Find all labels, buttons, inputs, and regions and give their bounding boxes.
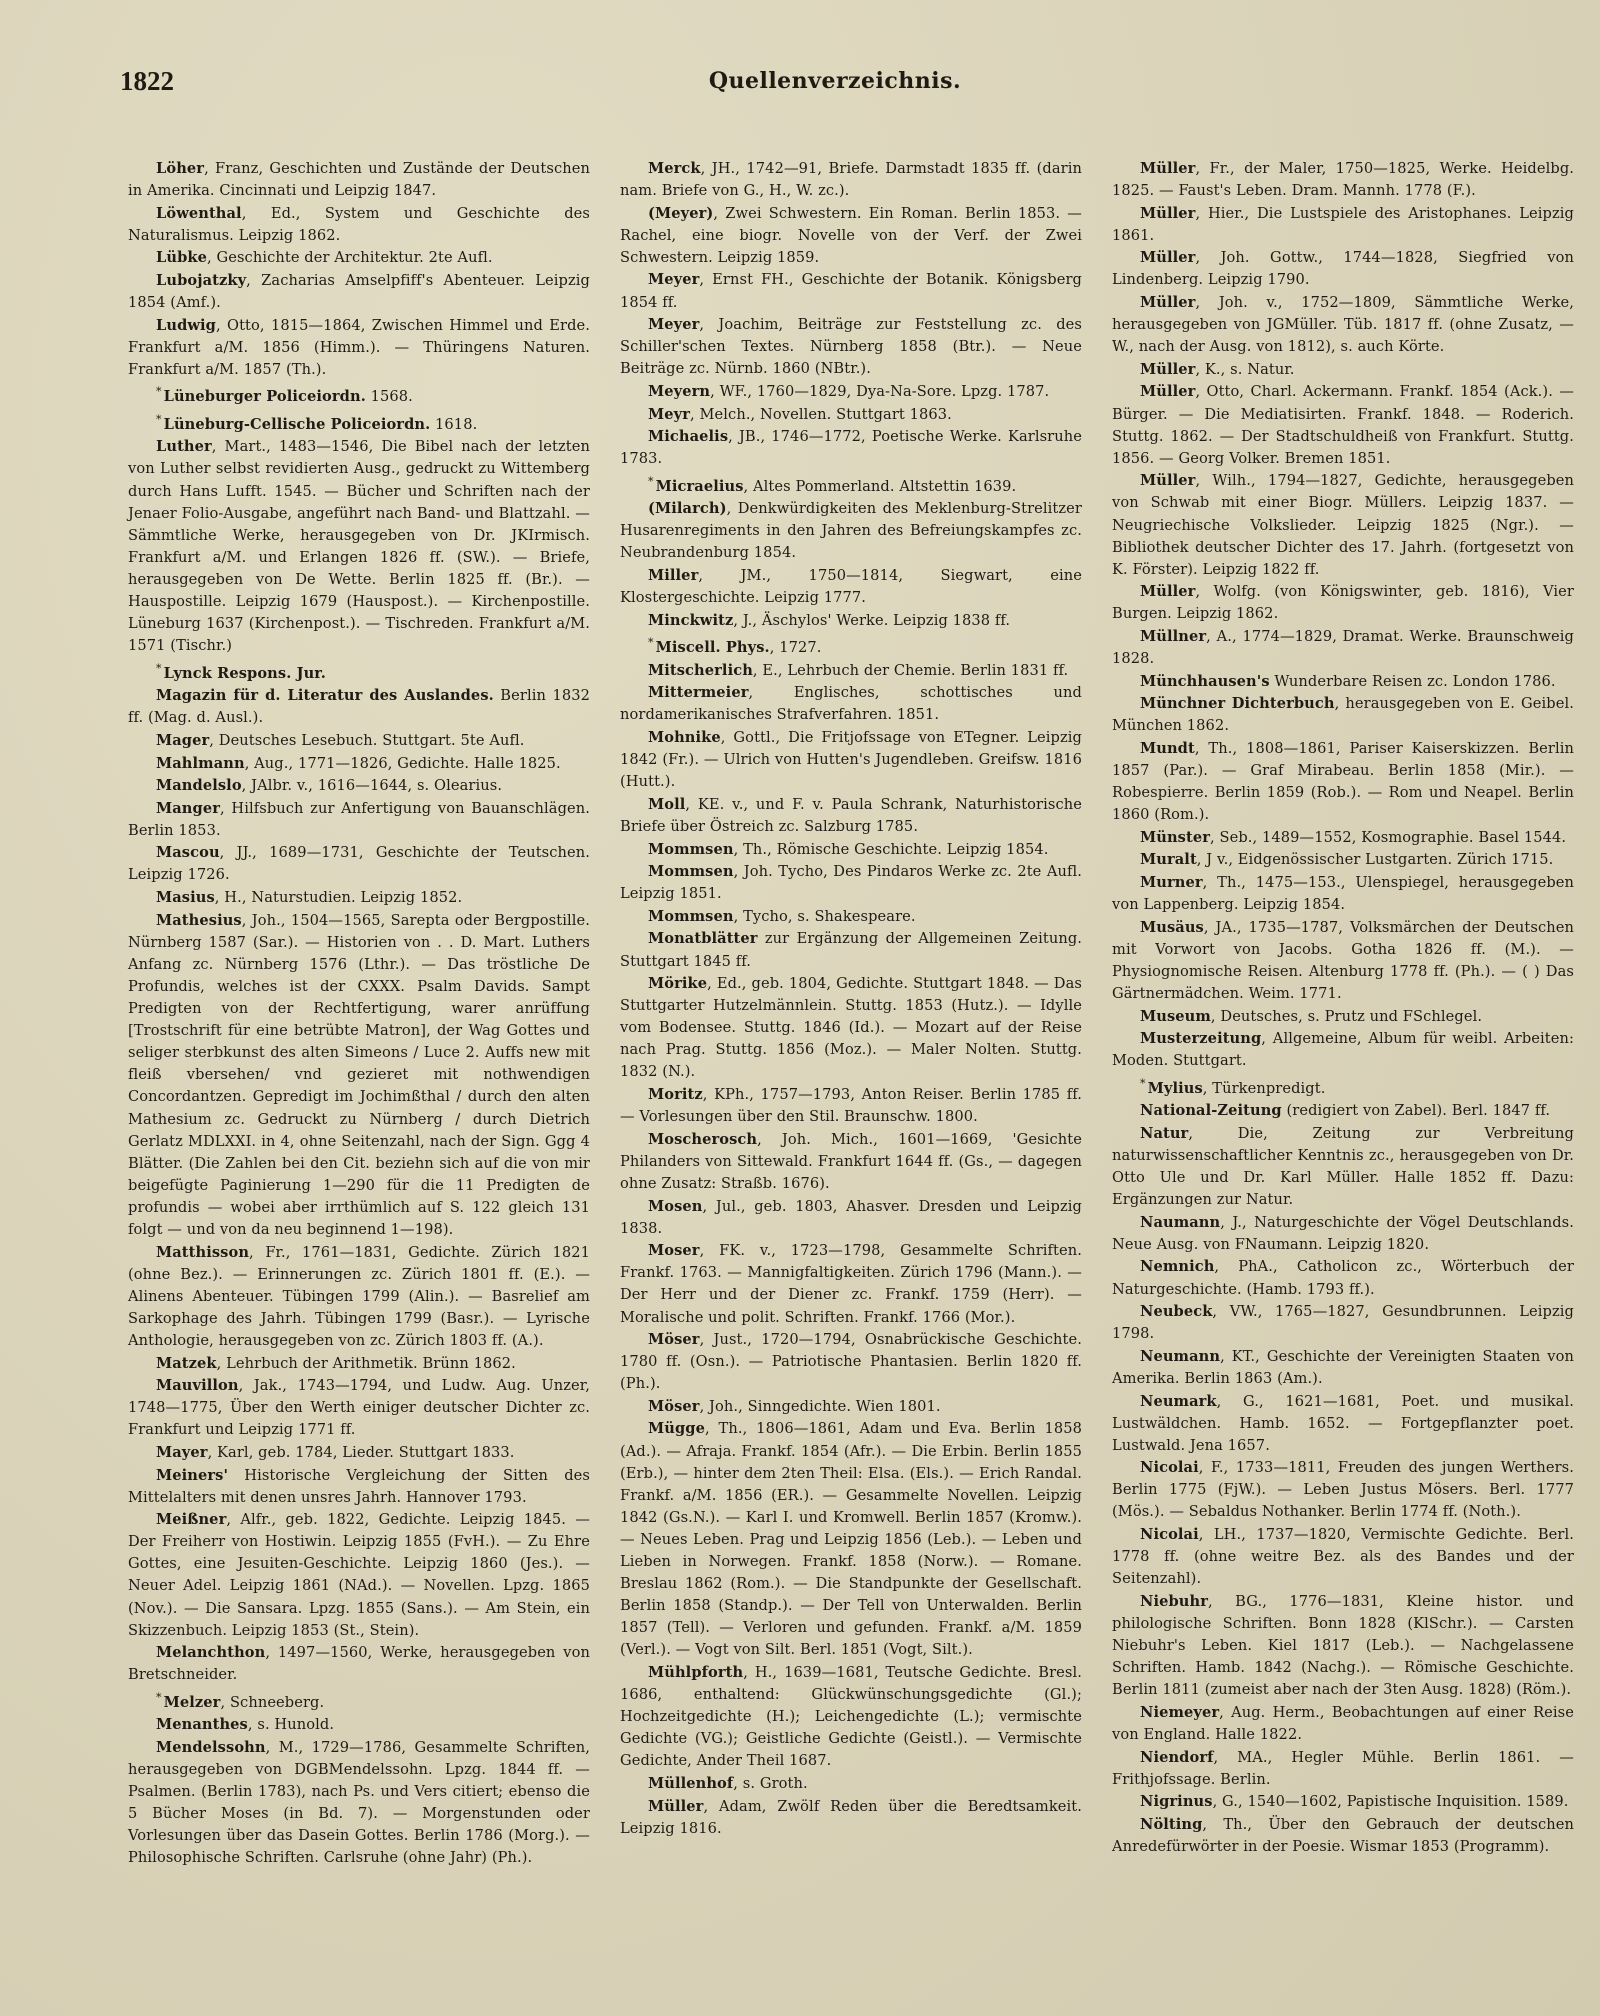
entry-text: , LH., 1737—1820, Vermischte Gedichte. Berl. 1778 ff. (ohne weitre Bez. als des Bandes und der Seitenzahl). — [1112, 1526, 1574, 1588]
entry-author: Mundt — [1140, 739, 1195, 757]
entry-author: Masius — [156, 889, 215, 907]
bibliography-entry — [128, 685, 590, 729]
entry-text: , Aug., 1771—1826, Gedichte. Halle 1825. — [244, 754, 561, 772]
entry-text: Berlin 1832 ff. (Mag. d. Ausl.). — [128, 687, 590, 727]
entry-text: , JA., 1735—1787, Volksmärchen der Deutschen mit Vorwort von Jacobs. Gotha 1826 ff. (M.). — Physiognomische Reisen. Altenburg 1778 ff. (Ph.). — ( ) Das Gärtnermädchen. Weim. 1771. — [1112, 918, 1574, 1002]
entry-text: (redigiert von Zabel). Berl. 1847 ff. — [1281, 1102, 1551, 1120]
entry-author: Müller — [1140, 583, 1196, 601]
entry-author: Mandelslo — [156, 777, 242, 795]
bibliography-entry — [620, 1796, 1082, 1840]
entry-text: , Th., 1475—153., Ulenspiegel, herausgegeben von Lappenberg. Leipzig 1854. — [1112, 874, 1574, 914]
bibliography-entry — [128, 842, 590, 886]
bibliography-entry — [128, 1442, 590, 1464]
bibliography-entry — [620, 565, 1082, 609]
bibliography-entry — [1112, 1006, 1574, 1028]
bibliography-entry — [1112, 381, 1574, 469]
bibliography-entry — [1112, 872, 1574, 916]
entry-author: Mylius — [1147, 1079, 1203, 1097]
entry-author: Lubojatzky — [156, 271, 247, 289]
entry-text: , J., Äschylos' Werke. Leipzig 1838 ff. — [733, 611, 1011, 629]
entry-text: , JM., 1750—1814, Siegwart, eine Klostergeschichte. Leipzig 1777. — [620, 567, 1082, 607]
entry-author: Minckwitz — [648, 611, 734, 629]
bibliography-entry — [128, 1737, 590, 1870]
entry-author: Lübke — [156, 249, 207, 267]
entry-text: , BG., 1776—1831, Kleine histor. und philologische Schriften. Bonn 1828 (KlSchr.). — Carsten Niebuhr's Leben. Kiel 1817 (Leb.). — Nachgelassene Schriften. Hamb. 1842 (Nachg.). — Römische Geschichte. Berlin 1811 (zumeist aber nach der 3ten Ausg. 1828) (Röm.). — [1112, 1592, 1574, 1699]
bibliography-entry — [1112, 1028, 1574, 1072]
entry-text: , PhA., Catholicon zc., Wörterbuch der Naturgeschichte. (Hamb. 1793 ff.). — [1112, 1258, 1574, 1298]
entry-text: , 1497—1560, Werke, herausgegeben von Bretschneider. — [128, 1644, 590, 1684]
entry-author: Müllner — [1140, 627, 1207, 645]
entry-text: , JJ., 1689—1731, Geschichte der Teutschen. Leipzig 1726. — [128, 844, 590, 884]
entry-author: Mendelssohn — [156, 1739, 266, 1756]
asterisk-marker: * — [648, 474, 654, 488]
entry-author: Meyern — [648, 382, 711, 400]
column-3 — [1112, 158, 1574, 1858]
entry-text: , Hier., Die Lustspiele des Aristophanes. Leipzig 1861. — [1112, 204, 1574, 244]
bibliography-entry — [128, 1714, 590, 1736]
bibliography-entry — [128, 753, 590, 775]
asterisk-marker: * — [156, 661, 162, 675]
entry-author: National-Zeitung — [1140, 1102, 1282, 1120]
bibliography-entry — [620, 1396, 1082, 1418]
entry-author: Meißner — [156, 1511, 227, 1529]
bibliography-entry — [1112, 1524, 1574, 1590]
entry-author: Lüneburg-Cellische Policeiordn. — [163, 415, 431, 433]
entry-text: , Otto, Charl. Ackermann. Frankf. 1854 (Ack.). — Bürger. — Die Mediatisirten. Frankf. 1848. — Roderich. Stuttg. 1862. — Der Stadtschuldheiß von Frankfurt. Stuttg. 1856. — Georg Volker. Bremen 1851. — [1112, 383, 1574, 467]
entry-author: Münchhausen's — [1140, 672, 1270, 690]
bibliography-entry — [620, 381, 1082, 403]
entry-author: Mauvillon — [156, 1377, 239, 1395]
entry-author: Murner — [1140, 874, 1203, 891]
entry-author: Meyer — [648, 271, 700, 289]
bibliography-entry — [620, 928, 1082, 972]
entry-text: , Allgemeine, Album für weibl. Arbeiten: Moden. Stuttgart. — [1112, 1030, 1574, 1070]
entry-author: Melanchthon — [156, 1644, 266, 1662]
entry-text: , Otto, 1815—1864, Zwischen Himmel und Erde. Frankfurt a/M. 1856 (Himm.). — Thüringens Naturen. Frankfurt a/M. 1857 (Th.). — [128, 316, 590, 378]
bibliography-entry — [620, 269, 1082, 313]
entry-author: Monatblätter — [648, 930, 758, 948]
bibliography-entry — [1112, 1814, 1574, 1858]
entry-author: Möser — [648, 1331, 700, 1349]
entry-text: , MA., Hegler Mühle. Berlin 1861. — Frithjofssage. Berlin. — [1112, 1748, 1574, 1788]
entry-author: Meiners' — [156, 1466, 229, 1484]
bibliography-entry — [620, 1329, 1082, 1395]
entry-text: zur Ergänzung der Allgemeinen Zeitung. Stuttgart 1845 ff. — [620, 930, 1082, 970]
bibliography-entry — [128, 436, 590, 657]
entry-text: , Jul., geb. 1803, Ahasver. Dresden und Leipzig 1838. — [620, 1197, 1082, 1237]
bibliography-entry — [128, 409, 590, 436]
entry-text: , A., 1774—1829, Dramat. Werke. Braunschweig 1828. — [1112, 627, 1574, 668]
entry-text: , H., 1639—1681, Teutsche Gedichte. Bresl. 1686, enthaltend: Glückwünschungsgedichte (Gl.); Hochzeitgedichte (H.); Leichengedichte (L.); vermischte Gedichte (VG.); Geistliche Gedichte (Geistl.). — Vermischte Gedichte, Ander Theil 1687. — [620, 1664, 1082, 1770]
bibliography-entry — [620, 1773, 1082, 1795]
entry-text: , F., 1733—1811, Freuden des jungen Werthers. Berlin 1775 (FjW.). — Leben Justus Mösers. Berl. 1777 (Mös.). — Sebaldus Nothanker. Berlin 1774 ff. (Noth.). — [1112, 1459, 1574, 1521]
bibliography-entry — [1112, 1591, 1574, 1701]
asterisk-marker: * — [156, 412, 162, 426]
bibliography-entry — [128, 1375, 590, 1441]
bibliography-entry — [128, 658, 590, 685]
entry-author: Magazin für d. Literatur des Auslandes. — [156, 687, 494, 705]
bibliography-entry — [620, 1196, 1082, 1240]
entry-text: , Just., 1720—1794, Osnabrückische Geschichte. 1780 ff. (Osn.). — Patriotische Phantasien. Berlin 1820 ff. (Ph.). — [620, 1331, 1082, 1393]
entry-author: Matthisson — [156, 1243, 250, 1261]
entry-author: Mitscherlich — [648, 661, 753, 679]
entry-author: Mosen — [648, 1197, 703, 1215]
bibliography-entry — [1112, 1391, 1574, 1457]
bibliography-entry — [128, 1687, 590, 1714]
bibliography-entry — [620, 794, 1082, 838]
asterisk-marker: * — [648, 636, 654, 650]
entry-author: Mörike — [648, 975, 708, 993]
entry-author: Nicolai — [1140, 1459, 1199, 1477]
entry-author: Menanthes — [156, 1716, 248, 1734]
bibliography-entry — [620, 314, 1082, 380]
bibliography-entry — [128, 910, 590, 1241]
entry-author: Mommsen — [648, 840, 734, 858]
bibliography-entry — [620, 1240, 1082, 1328]
bibliography-entry — [128, 270, 590, 314]
entry-author: Mommsen — [648, 907, 734, 925]
bibliography-entry — [620, 1418, 1082, 1661]
entry-text: Wunderbare Reisen zc. London 1786. — [1269, 672, 1556, 690]
entry-text: , Hilfsbuch zur Anfertigung von Bauanschlägen. Berlin 1853. — [128, 799, 590, 839]
bibliography-entry — [1112, 1123, 1574, 1211]
entry-author: Melzer — [163, 1693, 221, 1711]
bibliography-entry — [128, 1642, 590, 1686]
entry-author: Moll — [648, 795, 686, 813]
bibliography-entry — [1112, 827, 1574, 849]
entry-author: Neubeck — [1140, 1303, 1213, 1321]
entry-text: , Joh. Tycho, Des Pindaros Werke zc. 2te Aufl. Leipzig 1851. — [620, 863, 1082, 903]
bibliography-entry — [1112, 470, 1574, 580]
bibliography-entry — [128, 798, 590, 842]
entry-text: , Adam, Zwölf Reden über die Beredtsamkeit. Leipzig 1816. — [620, 1797, 1082, 1837]
asterisk-marker: * — [1140, 1076, 1146, 1090]
running-title: Quellenverzeichnis. — [708, 68, 962, 94]
entry-author: Nigrinus — [1140, 1793, 1213, 1811]
bibliography-entry — [620, 973, 1082, 1083]
entry-author: Miller — [648, 567, 699, 585]
bibliography-entry — [620, 839, 1082, 861]
entry-text: , E., Lehrbuch der Chemie. Berlin 1831 ff. — [752, 661, 1069, 679]
entry-author: Niebuhr — [1140, 1592, 1208, 1610]
bibliography-entry — [128, 1242, 590, 1352]
entry-author: Micraelius — [655, 477, 744, 495]
bibliography-entry — [1112, 917, 1574, 1005]
bibliography-entry — [620, 660, 1082, 682]
entry-text: , Franz, Geschichten und Zustände der Deutschen in Amerika. Cincinnati und Leipzig 1847. — [128, 160, 590, 200]
entry-text: , Joh. v., 1752—1809, Sämmtliche Werke, herausgegeben von JGMüller. Tüb. 1817 ff. (ohne Zusatz, — W., nach der Ausg. von 1812), s. auch Körte. — [1112, 294, 1574, 356]
entry-author: Mühlpforth — [648, 1664, 744, 1681]
entry-text: , FK. v., 1723—1798, Gesammelte Schriften. Frankf. 1763. — Mannigfaltigkeiten. Zürich 1796 (Mann.). — Der Herr und der Diener zc. Frankf. 1759 (Herr). — Moralische und polit. Schriften. Frankf. 1766 (Mor.). — [620, 1242, 1082, 1326]
entry-text: , Joachim, Beiträge zur Feststellung zc. des Schiller'schen Textes. Nürnberg 1858 (Btr.). — Neue Beiträge zc. Nürnb. 1860 (NBtr.). — [620, 316, 1082, 378]
entry-author: Münchner Dichterbuch — [1140, 695, 1335, 713]
entry-author: Mittermeier — [648, 684, 749, 702]
entry-text: , Joh., Sinngedichte. Wien 1801. — [699, 1397, 941, 1415]
bibliography-entry — [620, 861, 1082, 905]
bibliography-entry — [1112, 359, 1574, 381]
bibliography-entry — [128, 247, 590, 269]
entry-text: , Gottl., Die Fritjofssage von ETegner. Leipzig 1842 (Fr.). — Ulrich von Hutten's Jugendleben. Greifsw. 1816 (Hutt.). — [620, 729, 1082, 791]
entry-text: , Ed., System und Geschichte des Naturalismus. Leipzig 1862. — [128, 204, 590, 244]
bibliography-entry — [1112, 626, 1574, 670]
entry-text: 1568. — [365, 388, 413, 406]
bibliography-entry — [620, 1129, 1082, 1195]
entry-text: , WF., 1760—1829, Dya-Na-Sore. Lpzg. 1787. — [710, 382, 1050, 400]
entry-author: Lüneburger Policeiordn. — [163, 388, 366, 406]
entry-author: Möser — [648, 1397, 700, 1415]
entry-text: 1618. — [430, 415, 478, 433]
entry-text: , G., 1621—1681, Poet. und musikal. Lustwäldchen. Hamb. 1652. — Fortgepflanzter poet. Lustwald. Jena 1657. — [1112, 1392, 1574, 1454]
entry-text: , JH., 1742—91, Briefe. Darmstadt 1835 ff. (darin nam. Briefe von G., H., W. zc.). — [620, 160, 1082, 200]
entry-author: Museum — [1140, 1007, 1211, 1025]
entry-text: , Türkenpredigt. — [1202, 1079, 1326, 1097]
entry-text: , J., Naturgeschichte der Vögel Deutschlands. Neue Ausg. von FNaumann. Leipzig 1820. — [1112, 1213, 1574, 1253]
bibliography-entry — [1112, 1346, 1574, 1390]
entry-text: , Wolfg. (von Königswinter, geb. 1816), Vier Burgen. Leipzig 1862. — [1112, 583, 1574, 623]
bibliography-entry — [620, 203, 1082, 269]
bibliography-entry — [1112, 1073, 1574, 1100]
entry-text: Historische Vergleichung der Sitten des Mittelalters mit denen unsres Jahrh. Hannover 1793. — [128, 1466, 590, 1506]
bibliography-entry — [620, 682, 1082, 726]
entry-author: Musterzeitung — [1140, 1030, 1262, 1048]
bibliography-entry — [620, 158, 1082, 202]
entry-author: Münster — [1140, 828, 1211, 846]
entry-author: Natur — [1140, 1124, 1189, 1142]
entry-text: , Fr., 1761—1831, Gedichte. Zürich 1821 (ohne Bez.). — Erinnerungen zc. Zürich 1801 ff. (E.). — Alinens Abenteuer. Tübingen 1799 (Alin.). — Basrelief am Sarkophage des Jahrh. Tübingen 1799 (Basr.). — Lyrische Anthologie, herausgegeben von zc. Zürich 1803 ff. (A.). — [128, 1243, 590, 1349]
entry-text: , KE. v., und F. v. Paula Schrank, Naturhistorische Briefe über Östreich zc. Salzburg 1785. — [620, 795, 1082, 835]
bibliography-entry — [620, 610, 1082, 632]
page-number: 1822 — [120, 66, 174, 96]
bibliography-entry — [1112, 1791, 1574, 1813]
bibliography-entry — [128, 381, 590, 408]
bibliography-entry — [620, 906, 1082, 928]
entry-text: , VW., 1765—1827, Gesundbrunnen. Leipzig 1798. — [1112, 1303, 1574, 1343]
entry-author: Naumann — [1140, 1213, 1221, 1231]
entry-text: , Karl, geb. 1784, Lieder. Stuttgart 1833. — [207, 1443, 515, 1461]
entry-author: Musäus — [1140, 918, 1204, 936]
entry-text: , Englisches, schottisches und nordamerikanisches Strafverfahren. 1851. — [620, 684, 1082, 724]
entry-text: , Wilh., 1794—1827, Gedichte, herausgegeben von Schwab mit einer Biogr. Müllers. Leipzig 1837. — Neugriechische Volkslieder. Leipzig 1825 (Ngr.). — Bibliothek deutscher Dichter des 17. Jahrh. (fortgesetzt von K. Förster). Leipzig 1822 ff. — [1112, 472, 1574, 578]
entry-author: Neumann — [1140, 1347, 1221, 1365]
entry-author: Meyr — [648, 405, 691, 423]
bibliography-entry — [620, 404, 1082, 426]
bibliography-entry — [620, 632, 1082, 659]
bibliography-entry — [1112, 738, 1574, 826]
bibliography-entry — [1112, 849, 1574, 871]
entry-text: , Th., Römische Geschichte. Leipzig 1854. — [733, 840, 1049, 858]
entry-author: Müller — [1140, 360, 1196, 378]
entry-text: , K., s. Natur. — [1195, 360, 1295, 378]
entry-author: Meyer — [648, 316, 700, 334]
entry-text: , Ed., geb. 1804, Gedichte. Stuttgart 1848. — Das Stuttgarter Hutzelmännlein. Stuttg. 1853 (Hutz.). — Idylle vom Bodensee. Stuttg. 1846 (Id.). — Mozart auf der Reise nach Prag. Stuttg. 1856 (Moz.). — Maler Nolten. Stuttg. 1832 (N.). — [620, 975, 1082, 1081]
entry-text: , Joh. Gottw., 1744—1828, Siegfried von Lindenberg. Leipzig 1790. — [1112, 249, 1574, 289]
entry-author: Neumark — [1140, 1392, 1217, 1410]
entry-text: , KPh., 1757—1793, Anton Reiser. Berlin 1785 ff. — Vorlesungen über den Stil. Braunschw. 1800. — [620, 1086, 1082, 1126]
entry-text: , Joh., 1504—1565, Sarepta oder Bergpostille. Nürnberg 1587 (Sar.). — Historien von . . D. Mart. Luthers Anfang zc. Nürnberg 1576 (Lthr.). — Das tröstliche De Profundis, welches ist der CXXX. Psalm Davids. Sampt Predigten von der Rechtfertigung, warer anrüffung [Trostschrift für eine betrübte Matron], der Wag Gottes und seliger sterbkunst des alten Simeons / Luce 2. Auffs new mit fleiß vbersehen/ vnd gezieret mit nothwendigen Concordantzen. Gepredigt im Jochimßthal / durch den alten Mathesium zc. Gedruckt zu Nürnberg / durch Dietrich Gerlatz MDLXXI. in 4, ohne Seitenzahl, nach der Sign. Ggg 4 Blätter. (Die Zahlen bei den Cit. beziehn sich auf die von mir beigefügte Paginierung 1—290 für die 11 Predigten de profundis — wobei aber irrthümlich auf S. 122 gleich 131 folgt — und von da neu beginnend 1—198). — [128, 911, 590, 1238]
entry-text: , Fr., der Maler, 1750—1825, Werke. Heidelbg. 1825. — Faust's Leben. Dram. Mannh. 1778 (F.). — [1112, 160, 1574, 200]
bibliography-entry — [1112, 1747, 1574, 1791]
entry-text: , M., 1729—1786, Gesammelte Schriften, herausgegeben von DGBMendelssohn. Lpzg. 1844 ff. — Psalmen. (Berlin 1783), nach Ps. und Vers citiert; ebenso die 5 Bücher Moses (in Bd. 7). — Morgenstunden oder Vorlesungen über das Dasein Gottes. Berlin 1786 (Morg.). — Philosophische Schriften. Carlsruhe (ohne Jahr) (Ph.). — [128, 1739, 590, 1867]
entry-author: Müllenhof — [648, 1774, 734, 1792]
entry-text: , Th., 1808—1861, Pariser Kaiserskizzen. Berlin 1857 (Par.). — Graf Mirabeau. Berlin 1858 (Mir.). — Robespierre. Berlin 1859 (Rob.). — Rom und Neapel. Berlin 1860 (Rom.). — [1112, 739, 1574, 824]
entry-text: , Geschichte der Architektur. 2te Aufl. — [206, 249, 493, 267]
entry-text: , Altes Pommerland. Altstettin 1639. — [743, 477, 1017, 495]
bibliography-entry — [620, 1084, 1082, 1128]
entry-author: Luther — [156, 438, 212, 456]
entry-author: Mügge — [648, 1420, 705, 1438]
bibliography-entry — [1112, 203, 1574, 247]
entry-author: Ludwig — [156, 316, 216, 334]
bibliography-entry — [128, 1509, 590, 1642]
bibliography-entry — [128, 887, 590, 909]
entry-text: , Th., Über den Gebrauch der deutschen Anredefürwörter in der Poesie. Wismar 1853 (Programm). — [1112, 1815, 1574, 1855]
bibliography-entry — [128, 158, 590, 202]
bibliography-entry — [1112, 158, 1574, 202]
entry-text: , Deutsches, s. Prutz und FSchlegel. — [1210, 1007, 1483, 1025]
bibliography-entry — [620, 1662, 1082, 1772]
entry-text: , Denkwürdigkeiten des Meklenburg-Strelitzer Husarenregiments in den Jahren des Befreiungskampfes zc. Neubrandenburg 1854. — [620, 500, 1082, 562]
bibliography-entry — [620, 727, 1082, 793]
bibliography-entry — [620, 471, 1082, 498]
bibliography-entry — [128, 1353, 590, 1375]
entry-author: Müller — [1140, 249, 1196, 267]
entry-text: , Schneeberg. — [220, 1693, 325, 1711]
entry-text: , Aug. Herm., Beobachtungen auf einer Reise von England. Halle 1822. — [1112, 1703, 1574, 1743]
entry-text: , Alfr., geb. 1822, Gedichte. Leipzig 1845. — Der Freiherr von Hostiwin. Leipzig 1855 (FvH.). — Zu Ehre Gottes, eine Jesuiten-Geschichte. Leipzig 1860 (Jes.). — Neuer Adel. Leipzig 1861 (NAd.). — Novellen. Lpzg. 1865 (Nov.). — Die Sansara. Lpzg. 1855 (Sans.). — Am Stein, ein Skizzenbuch. Leipzig 1853 (St., Stein). — [128, 1511, 590, 1639]
entry-author: Manger — [156, 799, 220, 817]
entry-author: Lynck Respons. Jur. — [163, 664, 326, 682]
entry-author: Michaelis — [648, 428, 729, 446]
entry-author: Löwenthal — [156, 204, 242, 222]
entry-author: (Meyer) — [648, 204, 714, 222]
entry-text: , Seb., 1489—1552, Kosmographie. Basel 1544. — [1210, 828, 1567, 846]
asterisk-marker: * — [156, 385, 162, 399]
bibliography-entry — [128, 775, 590, 797]
bibliography-entry — [1112, 1457, 1574, 1523]
column-2 — [620, 158, 1082, 1840]
entry-author: Moscherosch — [648, 1130, 758, 1148]
entry-author: Müller — [1140, 472, 1196, 490]
bibliography-entry — [1112, 1256, 1574, 1300]
entry-author: Mohnike — [648, 729, 721, 747]
entry-text: , Tycho, s. Shakespeare. — [733, 907, 916, 925]
bibliography-entry — [1112, 671, 1574, 693]
asterisk-marker: * — [156, 1690, 162, 1704]
entry-author: Müller — [1140, 160, 1196, 177]
entry-text: , Jak., 1743—1794, und Ludw. Aug. Unzer, 1748—1775, Über den Werth einiger deutscher Dichter zc. Frankfurt und Leipzig 1771 ff. — [128, 1377, 590, 1439]
entry-author: Miscell. Phys. — [655, 639, 770, 657]
entry-text: , JB., 1746—1772, Poetische Werke. Karlsruhe 1783. — [620, 428, 1082, 468]
entry-text: , Mart., 1483—1546, Die Bibel nach der letzten von Luther selbst revidierten Ausg., gedruckt zu Wittemberg durch Hans Lufft. 1545. — Bücher und Schriften nach der Jenaer Folio-Ausgabe, angeführt nach Band- und Blattzahl. — Sämmtliche Werke, herausgegeben von Dr. JKIrmisch. Frankfurt a/M. und Erlangen 1826 ff. (SW.). — Briefe, herausgegeben von De Wette. Berlin 1825 ff. (Br.). — Hauspostille. Leipzig 1679 (Hauspost.). — Kirchenpostille. Lüneburg 1637 (Kirchenpost.). — Tischreden. Frankfurt a/M. 1571 (Tischr.) — [128, 438, 590, 655]
entry-author: Müller — [648, 1797, 704, 1815]
entry-author: Muralt — [1140, 851, 1197, 869]
bibliography-entry — [620, 498, 1082, 564]
entry-author: Mayer — [156, 1443, 208, 1461]
bibliography-entry — [1112, 581, 1574, 625]
bibliography-entry — [1112, 1702, 1574, 1746]
entry-author: Mager — [156, 731, 210, 749]
entry-text: , Melch., Novellen. Stuttgart 1863. — [690, 405, 952, 423]
bibliography-entry — [128, 315, 590, 381]
entry-author: Nölting — [1140, 1815, 1203, 1833]
entry-author: Merck — [648, 160, 701, 177]
entry-text: , Zacharias Amselpfiff's Abenteuer. Leipzig 1854 (Amf.). — [128, 271, 590, 312]
bibliography-entry — [1112, 247, 1574, 291]
entry-text: , J v., Eidgenössischer Lustgarten. Zürich 1715. — [1196, 851, 1554, 869]
column-1 — [128, 158, 590, 1870]
entry-text: , s. Groth. — [733, 1774, 808, 1792]
entry-author: Matzek — [156, 1354, 217, 1372]
entry-text: , Zwei Schwestern. Ein Roman. Berlin 1853. — Rachel, eine biogr. Novelle von der Verf. der Zwei Schwestern. Leipzig 1859. — [620, 204, 1082, 266]
bibliography-entry — [128, 203, 590, 247]
entry-author: Nicolai — [1140, 1526, 1199, 1544]
bibliography-entry — [128, 730, 590, 752]
page-header — [120, 66, 1550, 106]
entry-author: Moritz — [648, 1086, 703, 1104]
entry-text: , Ernst FH., Geschichte der Botanik. Königsberg 1854 ff. — [620, 271, 1082, 311]
bibliography-entry — [1112, 1212, 1574, 1256]
entry-text: , 1727. — [769, 639, 822, 657]
entry-author: Mahlmann — [156, 754, 245, 772]
entry-author: Müller — [1140, 294, 1196, 312]
entry-author: Mathesius — [156, 911, 242, 929]
entry-author: Nemnich — [1140, 1258, 1215, 1276]
bibliography-entry — [1112, 1100, 1574, 1122]
bibliography-entry — [620, 426, 1082, 470]
entry-author: Niendorf — [1140, 1748, 1214, 1766]
entry-author: Mascou — [156, 844, 220, 862]
entry-text: , Lehrbuch der Arithmetik. Brünn 1862. — [216, 1354, 516, 1372]
bibliography-entry — [128, 1465, 590, 1509]
entry-text: , Joh. Mich., 1601—1669, 'Gesichte Philanders von Sittewald. Frankfurt 1644 ff. (Gs., — dagegen ohne Zusatz: Straßb. 1676). — [620, 1130, 1082, 1192]
entry-text: , Deutsches Lesebuch. Stuttgart. 5te Aufl. — [209, 731, 525, 749]
entry-text: , s. Hunold. — [247, 1716, 335, 1734]
entry-text: , JAlbr. v., 1616—1644, s. Olearius. — [241, 777, 503, 795]
bibliography-entry — [1112, 292, 1574, 358]
entry-author: Müller — [1140, 204, 1196, 222]
entry-author: Müller — [1140, 383, 1196, 401]
entry-author: (Milarch) — [648, 500, 727, 518]
entry-author: Moser — [648, 1242, 700, 1260]
entry-text: , Th., 1806—1861, Adam und Eva. Berlin 1858 (Ad.). — Afraja. Frankf. 1854 (Afr.). — Die Erbin. Berlin 1855 (Erb.), — hinter dem 2ten Theil: Elsa. (Els.). — Erich Randal. Frankf. a/M. 1856 (ER.). — Gesammelte Novellen. Leipzig 1842 (Gs.N.). — Karl I. und Kromwell. Berlin 1857 (Kromw.). — Neues Leben. Prag und Leipzig 1856 (Leb.). — Leben und Lieben in Norwegen. Frankf. 1858 (Norw.). — Romane. Breslau 1862 (Rom.). — Die Standpunkte der Gesellschaft. Berlin 1858 (Standp.). — Der Tell von Unterwalden. Berlin 1857 (Tell). — Verloren und gefunden. Frankf. a/M. 1859 (Verl.). — Vogt von Silt. Berl. 1851 (Vogt, Silt.). — [620, 1420, 1082, 1659]
bibliography-entry — [1112, 693, 1574, 737]
entry-author: Löher — [156, 160, 205, 177]
entry-author: Mommsen — [648, 863, 734, 881]
bibliography-columns — [128, 158, 1574, 1988]
entry-text: , H., Naturstudien. Leipzig 1852. — [214, 889, 463, 907]
entry-author: Niemeyer — [1140, 1703, 1220, 1721]
entry-text: , KT., Geschichte der Vereinigten Staaten von Amerika. Berlin 1863 (Am.). — [1112, 1347, 1574, 1387]
bibliography-entry — [1112, 1301, 1574, 1345]
entry-text: , herausgegeben von E. Geibel. München 1862. — [1112, 695, 1574, 735]
entry-text: , G., 1540—1602, Papistische Inquisition. 1589. — [1212, 1793, 1569, 1811]
entry-text: , Die, Zeitung zur Verbreitung naturwissenschaftlicher Kenntnis zc., herausgegeben von Dr. Otto Ule und Dr. Karl Müller. Halle 1852 ff. Dazu: Ergänzungen zur Natur. — [1112, 1124, 1574, 1209]
